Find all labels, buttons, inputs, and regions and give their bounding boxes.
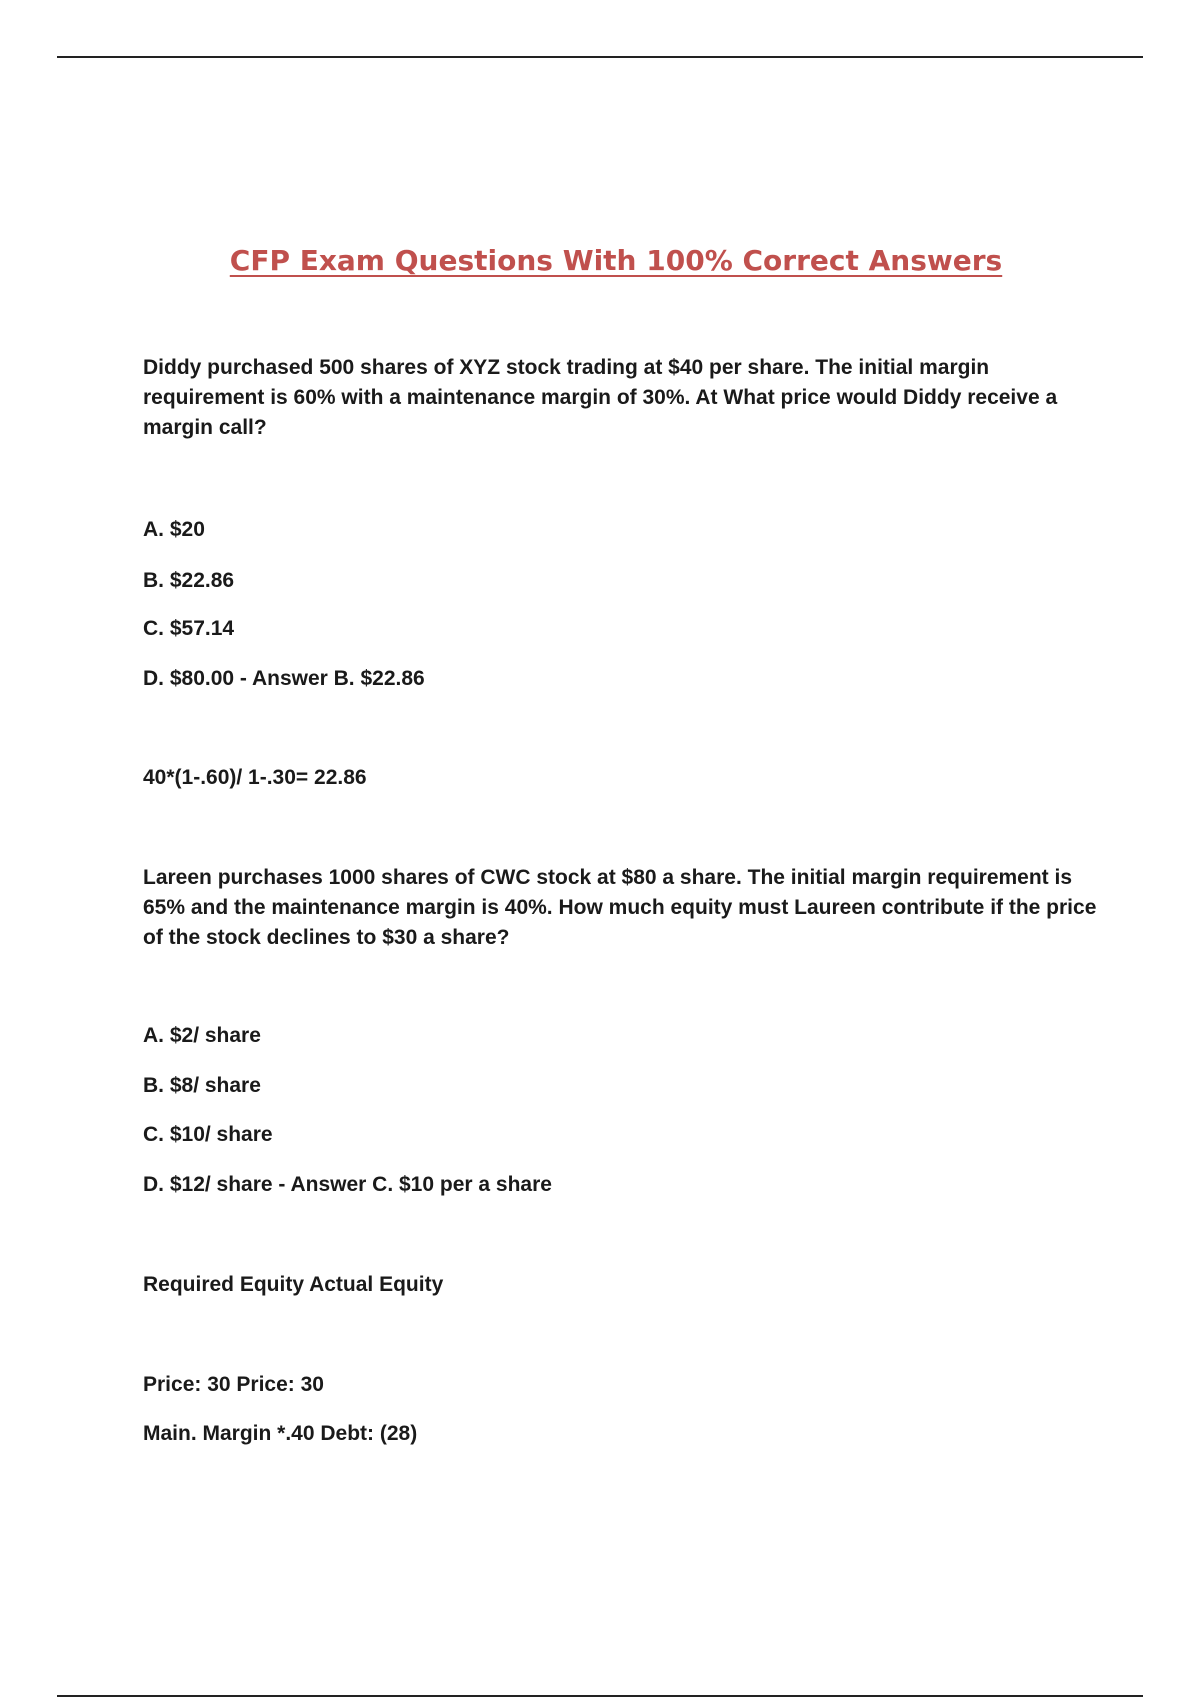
question-2-work-header: Required Equity Actual Equity	[143, 1273, 444, 1296]
question-2-option-c: C. $10/ share	[143, 1123, 273, 1146]
question-2-option-a: A. $2/ share	[143, 1024, 261, 1047]
bottom-rule	[57, 1695, 1143, 1697]
question-1-option-d: D. $80.00 - Answer B. $22.86	[143, 667, 425, 690]
question-1-option-b: B. $22.86	[143, 569, 235, 592]
question-2-option-b: B. $8/ share	[143, 1074, 261, 1097]
document-title: CFP Exam Questions With 100% Correct Answers	[229, 244, 1003, 277]
question-1-option-a: A. $20	[143, 518, 205, 541]
question-2-work-price: Price: 30 Price: 30	[143, 1373, 324, 1396]
question-2-option-d: D. $12/ share - Answer C. $10 per a share	[143, 1173, 552, 1196]
top-rule	[57, 56, 1143, 58]
question-1-text: Diddy purchased 500 shares of XYZ stock trading at $40 per share. The initial margin requirement is 60% with a maintenance margin of 30%. At What price would Diddy receive a margin call?	[143, 356, 1058, 439]
question-2-work-margin: Main. Margin *.40 Debt: (28)	[143, 1422, 418, 1445]
question-1-option-c: C. $57.14	[143, 617, 235, 640]
question-2-text: Lareen purchases 1000 shares of CWC stock at $80 a share. The initial margin requirement is 65% and the maintenance margin is 40%. How much equity must Laureen contribute if the price of the stock declines to $30 a share?	[143, 866, 1097, 949]
question-1-work: 40*(1-.60)/ 1-.30= 22.86	[143, 766, 367, 789]
